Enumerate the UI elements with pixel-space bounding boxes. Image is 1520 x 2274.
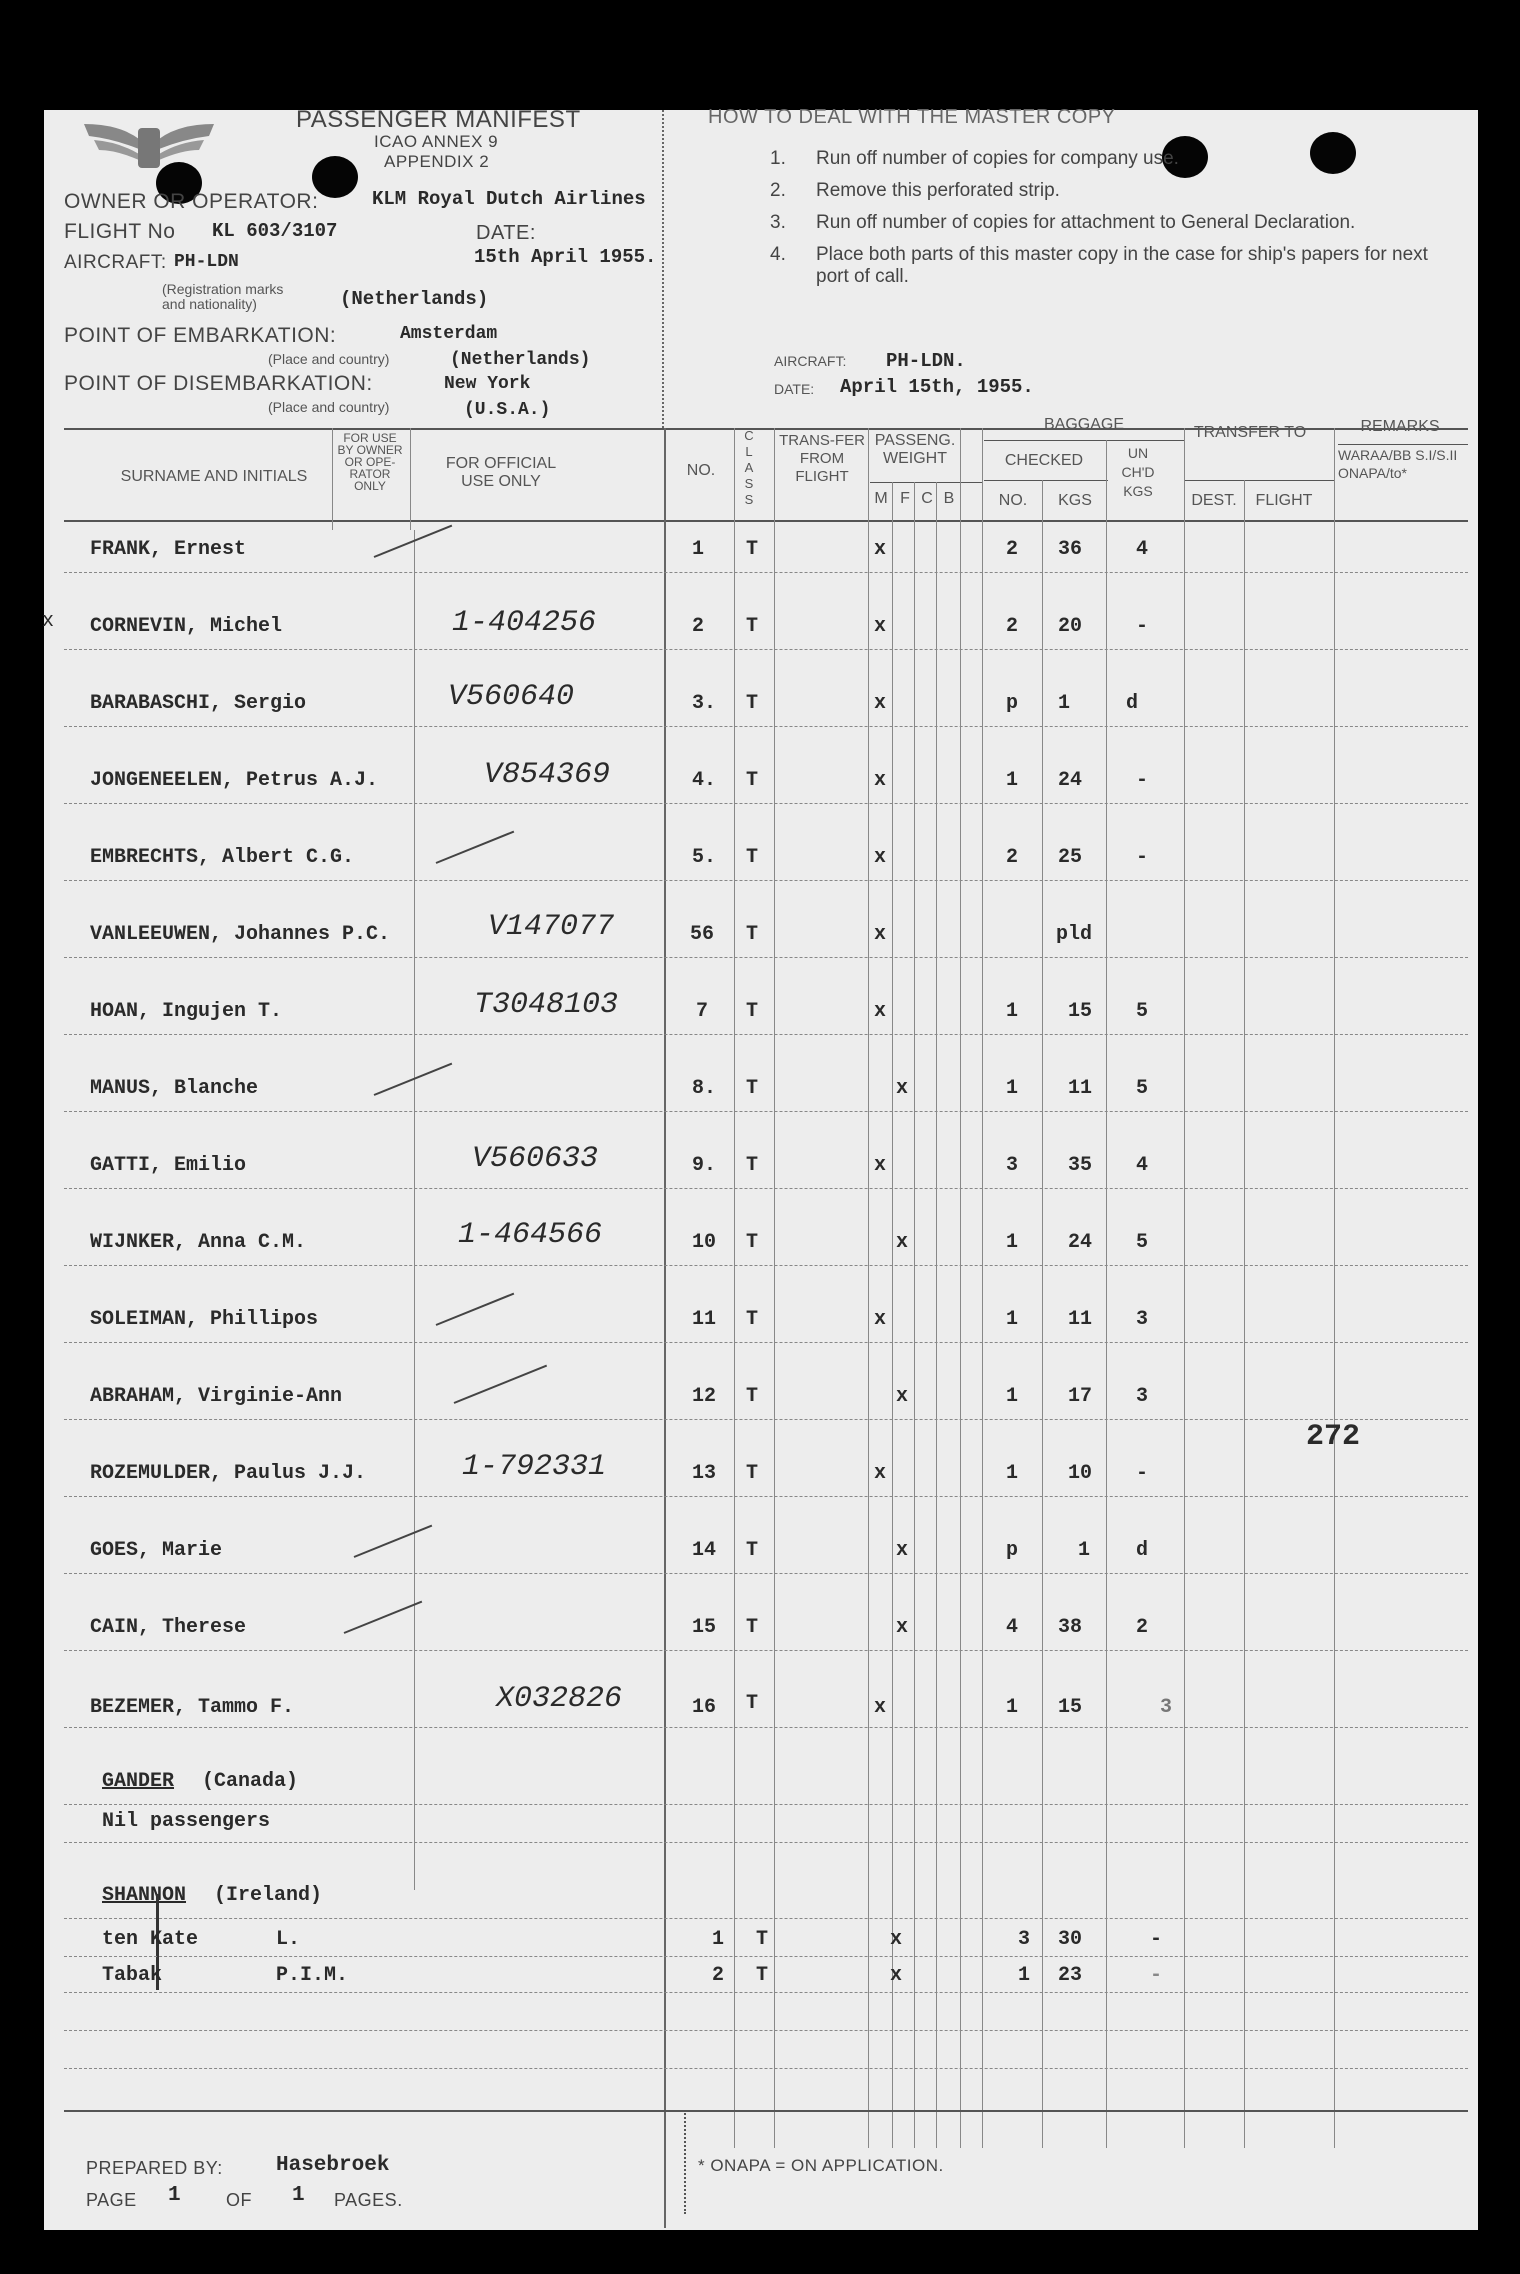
row-rule bbox=[64, 1918, 1468, 1919]
instr-aircraft-label: AIRCRAFT: bbox=[774, 353, 847, 369]
nationality-value: (Netherlands) bbox=[340, 288, 489, 310]
passenger-class: T bbox=[746, 846, 759, 869]
passenger-no: 12 bbox=[692, 1385, 717, 1408]
bag-count: 1 bbox=[1006, 1696, 1019, 1719]
unchecked-kgs: 5 bbox=[1136, 1077, 1149, 1100]
aircraft-label: AIRCRAFT: bbox=[64, 252, 167, 273]
official-number: V147077 bbox=[488, 910, 615, 944]
col-weight-f: F bbox=[900, 490, 910, 507]
col-transfer-from: TRANS-FER FROM FLIGHT bbox=[779, 432, 865, 485]
col-divider bbox=[914, 482, 915, 2148]
weight-mark: x bbox=[896, 1385, 909, 1408]
bag-kgs: 10 bbox=[1068, 1462, 1093, 1485]
disembarkation-country: (U.S.A.) bbox=[464, 400, 551, 420]
instructions-heading: HOW TO DEAL WITH THE MASTER COPY bbox=[708, 106, 1116, 128]
passenger-class: T bbox=[746, 1077, 759, 1100]
row-rule bbox=[64, 1992, 1468, 1993]
unchecked-kgs: 5 bbox=[1136, 1000, 1149, 1023]
row-rule bbox=[64, 880, 1468, 881]
bag-count: 2 bbox=[1006, 615, 1019, 638]
row-rule bbox=[64, 957, 1468, 958]
header-subrule bbox=[984, 440, 1184, 441]
cross-mark: x bbox=[42, 610, 55, 633]
check-slash bbox=[436, 831, 515, 864]
row-rule bbox=[64, 1265, 1468, 1266]
bag-count: 2 bbox=[1006, 846, 1019, 869]
col-baggage: BAGGAGE bbox=[1043, 416, 1125, 433]
bag-kgs: 30 bbox=[1058, 1928, 1083, 1951]
of-value: 1 bbox=[292, 2184, 305, 2207]
disembarkation-value: New York bbox=[444, 374, 531, 394]
unchecked-kgs: d bbox=[1136, 1539, 1149, 1562]
weight-mark: x bbox=[874, 923, 887, 946]
passenger-no: 11 bbox=[692, 1308, 717, 1331]
passenger-no: 16 bbox=[692, 1696, 717, 1719]
check-slash bbox=[374, 1063, 453, 1096]
row-rule bbox=[64, 1573, 1468, 1574]
registration-note: (Registration marks and nationality) bbox=[162, 281, 284, 312]
check-slash bbox=[374, 525, 453, 558]
col-divider bbox=[1184, 428, 1185, 2148]
weight-mark: x bbox=[874, 615, 887, 638]
shannon-passenger-name: Tabak bbox=[102, 1964, 163, 1987]
row-rule bbox=[64, 1804, 1468, 1805]
passenger-name: BEZEMER, Tammo F. bbox=[90, 1696, 295, 1719]
aircraft-value: PH-LDN bbox=[174, 252, 239, 272]
col-remarks-note: WARAA/BB S.I/S.II ONAPA/to* bbox=[1338, 447, 1458, 481]
embarkation-value: Amsterdam bbox=[400, 324, 498, 344]
manifest-title: PASSENGER MANIFEST bbox=[296, 106, 581, 133]
gander-note: Nil passengers bbox=[102, 1810, 271, 1833]
weight-mark: x bbox=[874, 692, 887, 715]
flight-label: FLIGHT No bbox=[64, 220, 176, 243]
passenger-name: CORNEVIN, Michel bbox=[90, 615, 283, 638]
official-number: 1-464566 bbox=[458, 1218, 603, 1252]
weight-mark: x bbox=[896, 1077, 909, 1100]
col-surname: SURNAME AND INITIALS bbox=[120, 468, 308, 485]
col-divider bbox=[1042, 480, 1043, 2148]
passenger-name: HOAN, Ingujen T. bbox=[90, 1000, 283, 1023]
of-label: OF bbox=[226, 2190, 252, 2210]
col-divider bbox=[1106, 440, 1107, 2148]
header-subrule bbox=[870, 482, 982, 483]
bag-kgs: 25 bbox=[1058, 846, 1083, 869]
check-slash bbox=[354, 1525, 433, 1558]
unchecked-kgs: 3 bbox=[1136, 1308, 1149, 1331]
disembarkation-label: POINT OF DISEMBARKATION: bbox=[64, 372, 373, 395]
shannon-passenger-name: ten Kate bbox=[102, 1928, 199, 1951]
col-owner-use: FOR USE BY OWNER OR OPE-RATOR ONLY bbox=[337, 431, 403, 493]
place-note: (Place and country) bbox=[268, 399, 390, 415]
weight-mark: x bbox=[890, 1964, 903, 1987]
footer-rule bbox=[64, 2110, 1468, 2112]
col-bag-kgs: KGS bbox=[1058, 492, 1092, 509]
weight-mark: x bbox=[896, 1231, 909, 1254]
bag-count: 1 bbox=[1006, 1077, 1019, 1100]
passenger-no: 14 bbox=[692, 1539, 717, 1562]
unchecked-kgs: 2 bbox=[1136, 1616, 1149, 1639]
col-divider bbox=[332, 428, 333, 530]
unchecked-kgs: - bbox=[1150, 1964, 1163, 1987]
row-rule bbox=[64, 803, 1468, 804]
stop-gander: GANDER (Canada) bbox=[102, 1770, 299, 1793]
unchecked-kgs: - bbox=[1136, 769, 1149, 792]
col-weight-b: B bbox=[943, 490, 955, 507]
instruction-text: Run off number of copies for attachment to General Declaration. bbox=[816, 212, 1356, 233]
passenger-class: T bbox=[746, 538, 759, 561]
passenger-name: WIJNKER, Anna C.M. bbox=[90, 1231, 307, 1254]
row-rule bbox=[64, 1188, 1468, 1189]
passenger-no: 3. bbox=[692, 692, 717, 715]
row-rule bbox=[64, 1496, 1468, 1497]
weight-mark: x bbox=[874, 846, 887, 869]
col-transfer-to: TRANSFER TO bbox=[1193, 424, 1307, 441]
bag-kgs: 36 bbox=[1058, 538, 1083, 561]
unchecked-kgs: - bbox=[1150, 1928, 1163, 1951]
official-number: V560640 bbox=[448, 680, 575, 714]
instr-date-label: DATE: bbox=[774, 381, 815, 397]
flight-value: KL 603/3107 bbox=[212, 220, 338, 242]
passenger-name: JONGENEELEN, Petrus A.J. bbox=[90, 769, 379, 792]
weight-mark: x bbox=[896, 1616, 909, 1639]
col-unchecked: UN CH'D KGS bbox=[1121, 445, 1155, 499]
weight-mark: x bbox=[874, 538, 887, 561]
header-subrule bbox=[1184, 480, 1334, 481]
passenger-name: GOES, Marie bbox=[90, 1539, 223, 1562]
col-remarks: REMARKS bbox=[1360, 418, 1440, 435]
bag-kgs: 15 bbox=[1058, 1696, 1083, 1719]
bag-count: 2 bbox=[1006, 538, 1019, 561]
row-rule bbox=[64, 2030, 1468, 2031]
prepared-by-label: PREPARED BY: bbox=[86, 2158, 223, 2178]
col-divider bbox=[1244, 480, 1245, 2148]
official-number: 1-404256 bbox=[452, 606, 597, 640]
passenger-name: ROZEMULDER, Paulus J.J. bbox=[90, 1462, 367, 1485]
passenger-class: T bbox=[746, 615, 759, 638]
row-rule bbox=[64, 1034, 1468, 1035]
airline-wings-logo bbox=[84, 114, 214, 176]
weight-mark: x bbox=[874, 1462, 887, 1485]
col-divider bbox=[936, 482, 937, 2148]
col-divider bbox=[982, 428, 983, 2148]
official-number: T3048103 bbox=[474, 988, 619, 1022]
embarkation-label: POINT OF EMBARKATION: bbox=[64, 324, 337, 347]
passenger-name: SOLEIMAN, Phillipos bbox=[90, 1308, 319, 1331]
col-divider bbox=[410, 428, 411, 530]
date-label: DATE: bbox=[476, 222, 536, 244]
bag-count: 1 bbox=[1006, 769, 1019, 792]
bag-kgs: 38 bbox=[1058, 1616, 1083, 1639]
stop-shannon: SHANNON (Ireland) bbox=[102, 1884, 323, 1907]
col-divider bbox=[774, 428, 775, 2148]
bag-kgs: 11 bbox=[1068, 1308, 1093, 1331]
row-rule bbox=[64, 572, 1468, 573]
passenger-no: 2 bbox=[692, 615, 705, 638]
row-rule bbox=[64, 1842, 1468, 1843]
passenger-no: 10 bbox=[692, 1231, 717, 1254]
row-rule bbox=[64, 2068, 1468, 2069]
instr-aircraft-value: PH-LDN. bbox=[886, 350, 966, 372]
passenger-no: 56 bbox=[690, 923, 715, 946]
bag-count: 1 bbox=[1006, 1462, 1019, 1485]
passenger-class: T bbox=[746, 1539, 759, 1562]
bag-kgs: 35 bbox=[1068, 1154, 1093, 1177]
passenger-name: ABRAHAM, Virginie-Ann bbox=[90, 1385, 343, 1408]
check-slash bbox=[344, 1601, 423, 1634]
appendix-label: APPENDIX 2 bbox=[384, 152, 490, 171]
passenger-name: VANLEEUWEN, Johannes P.C. bbox=[90, 923, 391, 946]
weight-mark: x bbox=[896, 1539, 909, 1562]
unchecked-kgs: 3 bbox=[1160, 1696, 1173, 1719]
bag-kgs: 24 bbox=[1068, 1231, 1093, 1254]
passenger-name: EMBRECHTS, Albert C.G. bbox=[90, 846, 355, 869]
bag-kgs: 11 bbox=[1068, 1077, 1093, 1100]
unchecked-kgs: d bbox=[1126, 692, 1139, 715]
passenger-class: T bbox=[746, 1231, 759, 1254]
shannon-passenger-initials: L. bbox=[276, 1928, 301, 1951]
owner-label: OWNER OR OPERATOR: bbox=[64, 190, 319, 213]
manifest-sheet bbox=[42, 106, 1478, 2230]
instruction-text: Remove this perforated strip. bbox=[816, 180, 1060, 201]
passenger-name: GATTI, Emilio bbox=[90, 1154, 247, 1177]
place-note: (Place and country) bbox=[268, 351, 390, 367]
passenger-no: 15 bbox=[692, 1616, 717, 1639]
bag-kgs: 17 bbox=[1068, 1385, 1093, 1408]
bag-kgs: 20 bbox=[1058, 615, 1083, 638]
weight-mark: x bbox=[874, 1154, 887, 1177]
passenger-no: 5. bbox=[692, 846, 717, 869]
unchecked-kgs: - bbox=[1136, 1462, 1149, 1485]
passenger-class: T bbox=[746, 1616, 759, 1639]
col-no: NO. bbox=[686, 462, 716, 479]
passenger-class: T bbox=[746, 1692, 759, 1715]
unchecked-kgs: - bbox=[1136, 846, 1149, 869]
unchecked-kgs: 3 bbox=[1136, 1385, 1149, 1408]
footer-divider bbox=[684, 2110, 686, 2214]
pages-label: PAGES. bbox=[334, 2190, 403, 2210]
page-value: 1 bbox=[168, 2184, 181, 2207]
check-slash bbox=[436, 1293, 515, 1326]
bag-count: 1 bbox=[1006, 1000, 1019, 1023]
page-label: PAGE bbox=[86, 2190, 137, 2210]
prepared-by-value: Hasebroek bbox=[276, 2154, 390, 2177]
passenger-no: 1 bbox=[692, 538, 705, 561]
bag-kgs: 1 bbox=[1078, 1539, 1091, 1562]
header-subrule bbox=[984, 480, 1108, 481]
col-divider bbox=[892, 482, 893, 2148]
passenger-no: 13 bbox=[692, 1462, 717, 1485]
row-rule bbox=[64, 649, 1468, 650]
bag-kgs: pld bbox=[1056, 923, 1093, 946]
bag-count: p bbox=[1006, 1539, 1019, 1562]
side-number: 272 bbox=[1306, 1420, 1361, 1454]
weight-mark: x bbox=[890, 1928, 903, 1951]
unchecked-kgs: 5 bbox=[1136, 1231, 1149, 1254]
instr-date-value: April 15th, 1955. bbox=[840, 376, 1034, 398]
passenger-no: 2 bbox=[712, 1964, 725, 1987]
official-number: X032826 bbox=[496, 1682, 623, 1716]
passenger-class: T bbox=[746, 769, 759, 792]
bag-kgs: 24 bbox=[1058, 769, 1083, 792]
bag-count: 1 bbox=[1018, 1964, 1031, 1987]
col-official: FOR OFFICIAL USE ONLY bbox=[445, 455, 557, 490]
instruction-text: Place both parts of this master copy in the case for ship's papers for next port of call. bbox=[816, 244, 1428, 287]
bag-count: p bbox=[1006, 692, 1019, 715]
owner-value: KLM Royal Dutch Airlines bbox=[372, 188, 646, 210]
col-divider bbox=[868, 428, 869, 2148]
col-divider bbox=[734, 428, 735, 2148]
col-divider bbox=[664, 428, 666, 2228]
unchecked-kgs: 4 bbox=[1136, 1154, 1149, 1177]
annex-label: ICAO ANNEX 9 bbox=[374, 132, 499, 151]
weight-mark: x bbox=[874, 769, 887, 792]
perforation-line bbox=[662, 110, 664, 428]
row-rule bbox=[64, 726, 1468, 727]
passenger-class: T bbox=[746, 692, 759, 715]
official-number: V854369 bbox=[484, 758, 611, 792]
col-class: CLASS bbox=[744, 428, 754, 507]
passenger-name: MANUS, Blanche bbox=[90, 1077, 259, 1100]
official-number: V560633 bbox=[472, 1142, 599, 1176]
col-weight-m: M bbox=[874, 490, 888, 507]
unchecked-kgs: 4 bbox=[1136, 538, 1149, 561]
passenger-no: 9. bbox=[692, 1154, 717, 1177]
col-weight: PASSENG. WEIGHT bbox=[874, 432, 956, 467]
shannon-passenger-initials: P.I.M. bbox=[276, 1964, 349, 1987]
bag-count: 3 bbox=[1006, 1154, 1019, 1177]
row-rule bbox=[64, 1727, 1468, 1728]
bag-count: 4 bbox=[1006, 1616, 1019, 1639]
weight-mark: x bbox=[874, 1308, 887, 1331]
weight-mark: x bbox=[874, 1696, 887, 1719]
bag-kgs: 15 bbox=[1068, 1000, 1093, 1023]
col-dest: DEST. bbox=[1191, 492, 1237, 509]
bag-kgs: 23 bbox=[1058, 1964, 1083, 1987]
passenger-class: T bbox=[746, 1462, 759, 1485]
instructions-list: 1. Run off number of copies for company use. 2. Remove this perforated strip. 3. Run off number of copies for attachment to General Declaration. 4. Place both parts of this master copy in the case for ship's papers for next port of call. bbox=[770, 148, 1450, 298]
col-divider bbox=[960, 428, 961, 2148]
header-bottom-rule bbox=[64, 520, 1468, 522]
passenger-no: 4. bbox=[692, 769, 717, 792]
row-rule bbox=[64, 1111, 1468, 1112]
onapa-note: * ONAPA = ON APPLICATION. bbox=[698, 2156, 944, 2175]
passenger-class: T bbox=[746, 1385, 759, 1408]
bag-kgs: 1 bbox=[1058, 692, 1071, 715]
date-value: 15th April 1955. bbox=[474, 246, 657, 268]
passenger-class: T bbox=[746, 923, 759, 946]
passenger-no: 1 bbox=[712, 1928, 725, 1951]
col-weight-c: C bbox=[921, 490, 933, 507]
col-checked: CHECKED bbox=[1004, 452, 1084, 469]
bag-count: 1 bbox=[1006, 1385, 1019, 1408]
header-subrule bbox=[1338, 444, 1468, 445]
passenger-class: T bbox=[756, 1928, 769, 1951]
row-rule bbox=[64, 1342, 1468, 1343]
bag-count: 1 bbox=[1006, 1308, 1019, 1331]
embarkation-country: (Netherlands) bbox=[450, 350, 591, 370]
passenger-name: FRANK, Ernest bbox=[90, 538, 247, 561]
col-divider bbox=[1334, 428, 1335, 2148]
passenger-class: T bbox=[746, 1000, 759, 1023]
official-number: 1-792331 bbox=[462, 1450, 607, 1484]
col-flight: FLIGHT bbox=[1255, 492, 1313, 509]
check-slash bbox=[454, 1365, 547, 1404]
col-bag-no: NO. bbox=[998, 492, 1028, 509]
col-divider bbox=[414, 530, 415, 1890]
bag-count: 1 bbox=[1006, 1231, 1019, 1254]
passenger-class: T bbox=[746, 1308, 759, 1331]
punch-hole bbox=[312, 156, 358, 198]
unchecked-kgs: - bbox=[1136, 615, 1149, 638]
passenger-class: T bbox=[746, 1154, 759, 1177]
passenger-no: 7 bbox=[696, 1000, 709, 1023]
weight-mark: x bbox=[874, 1000, 887, 1023]
instruction-text: Run off number of copies for company use. bbox=[816, 148, 1179, 169]
passenger-class: T bbox=[756, 1964, 769, 1987]
passenger-name: CAIN, Therese bbox=[90, 1616, 247, 1639]
row-rule bbox=[64, 1956, 1468, 1957]
row-rule bbox=[64, 1650, 1468, 1651]
bag-count: 3 bbox=[1018, 1928, 1031, 1951]
passenger-name: BARABASCHI, Sergio bbox=[90, 692, 307, 715]
passenger-no: 8. bbox=[692, 1077, 717, 1100]
row-rule bbox=[64, 1419, 1468, 1420]
